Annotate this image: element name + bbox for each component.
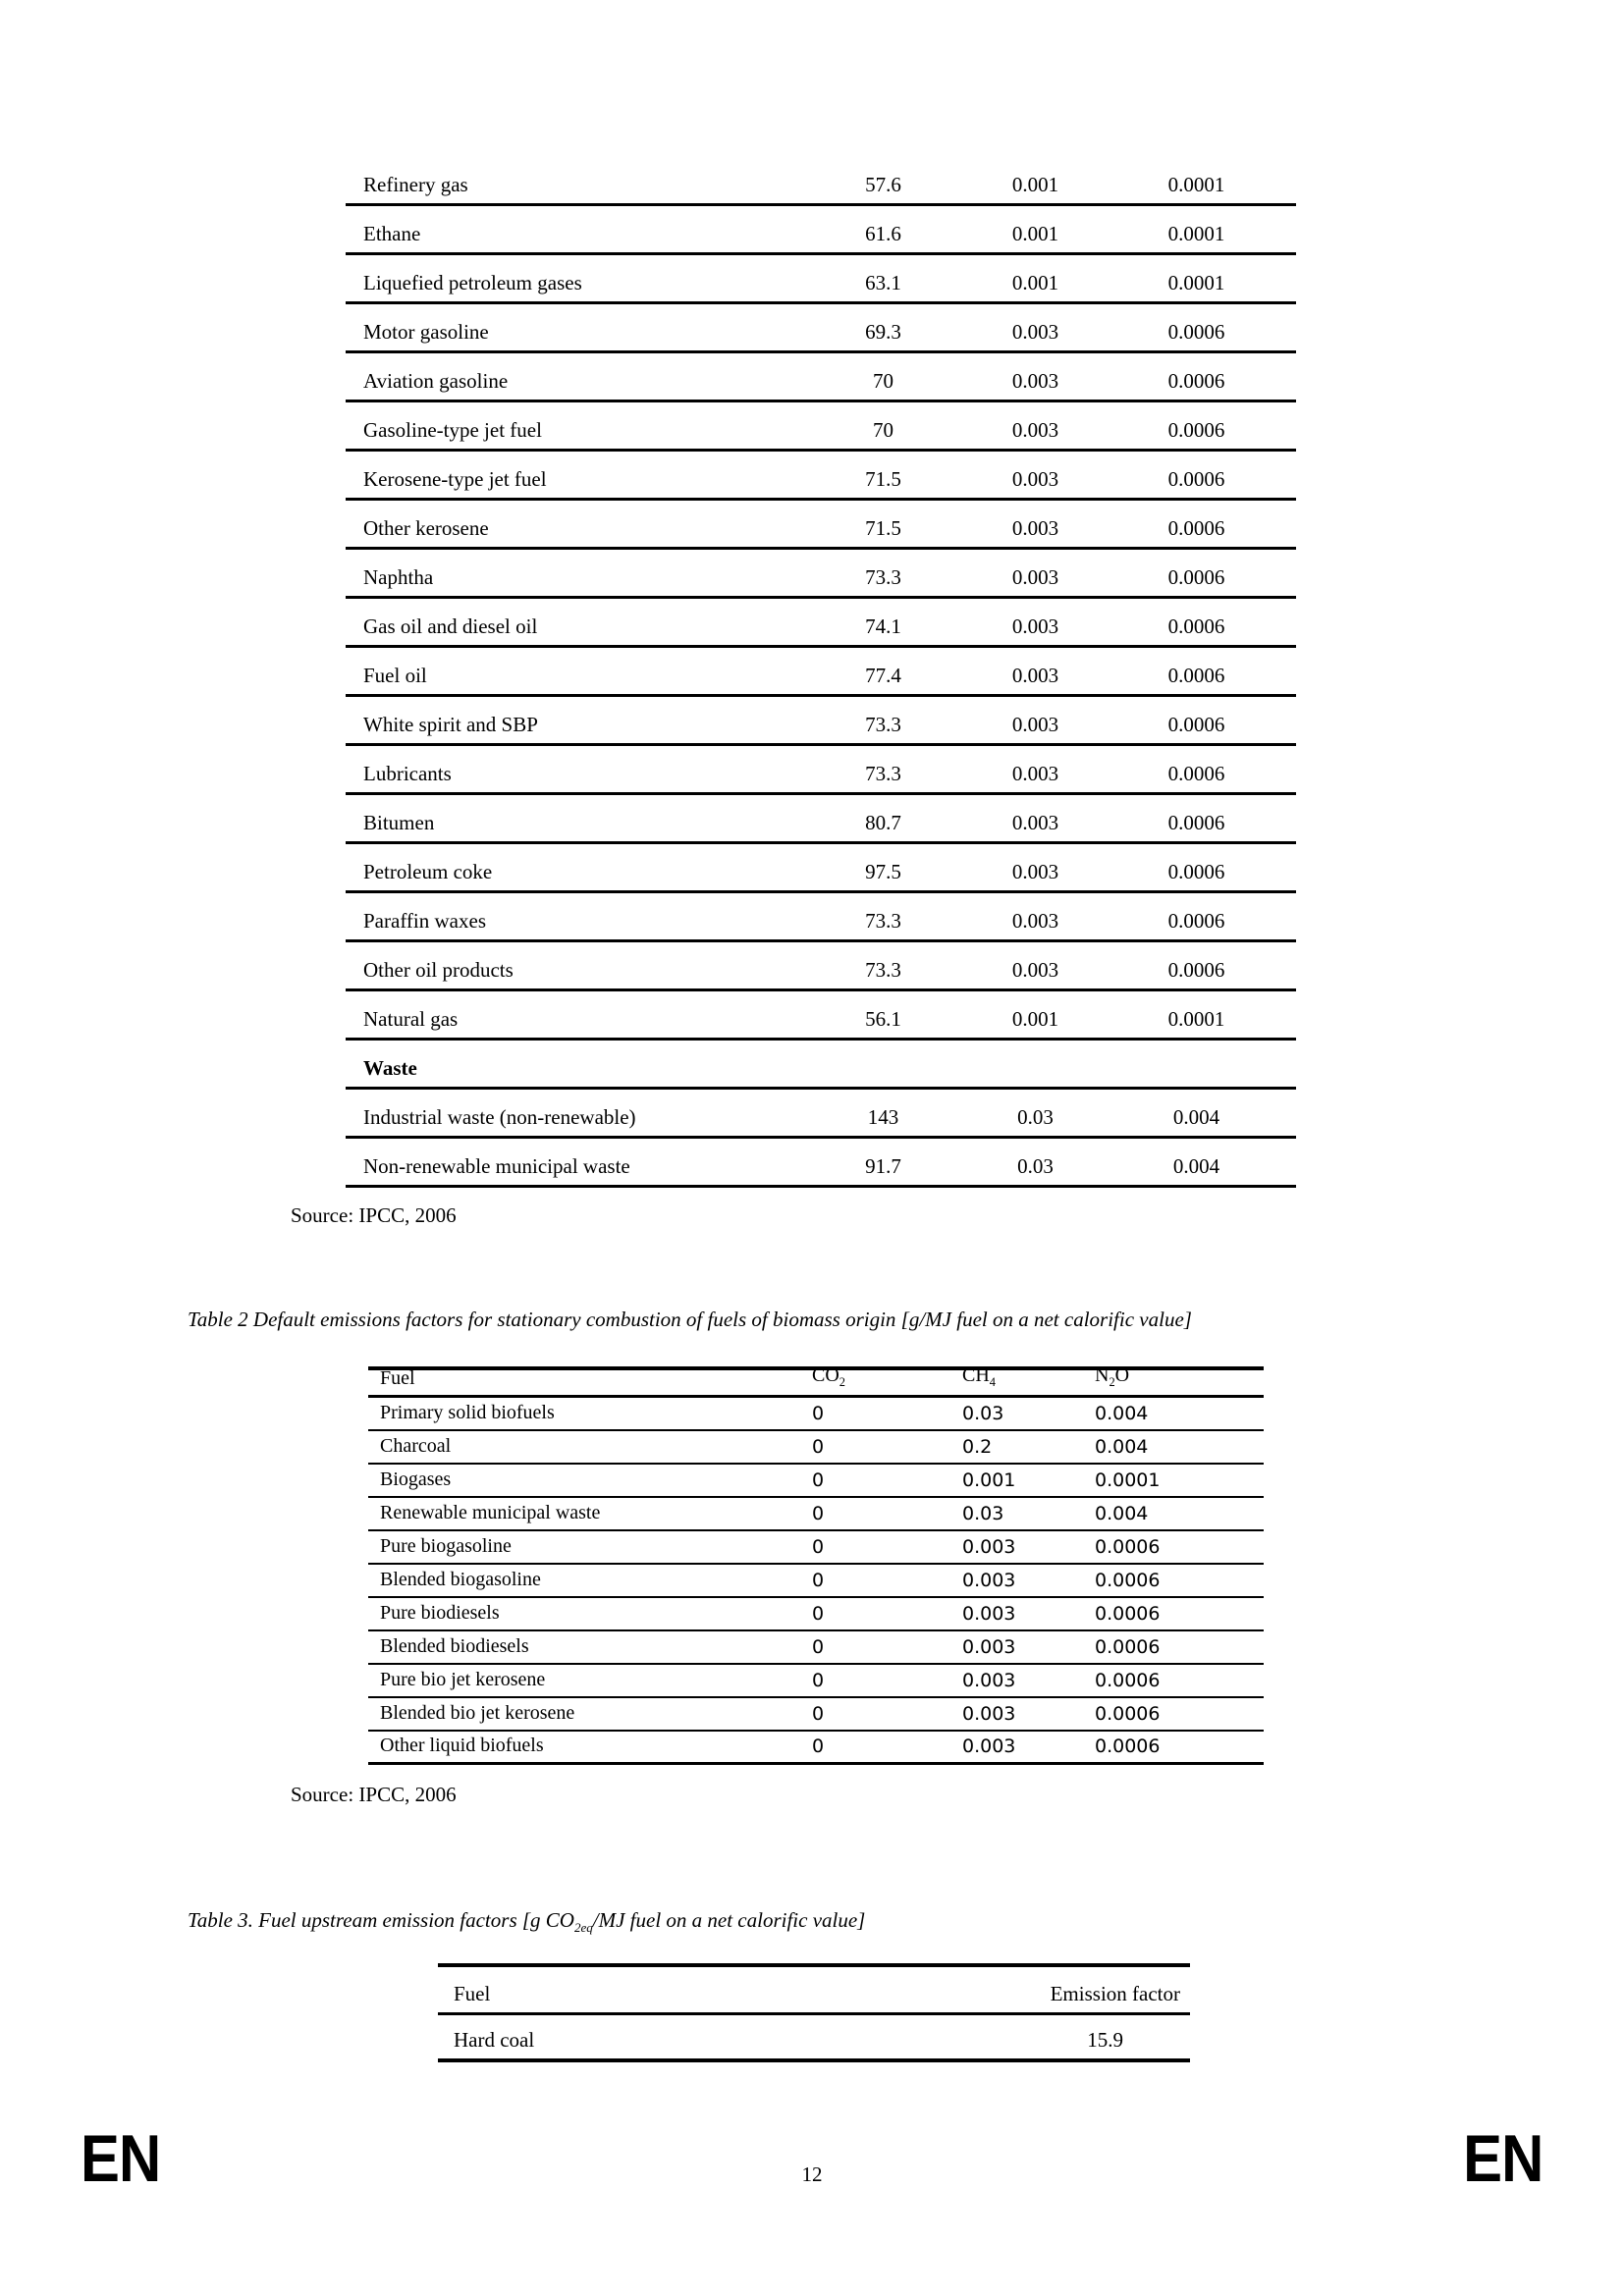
co2-cell: 0 xyxy=(812,1670,825,1691)
n2o-cell: 0.0006 xyxy=(1167,909,1225,933)
ch4-cell: 0.003 xyxy=(1011,762,1059,785)
n2o-cell: 0.0001 xyxy=(1095,1469,1161,1491)
co2-cell: 0 xyxy=(812,1735,825,1757)
language-mark-left: EN xyxy=(81,2121,161,2196)
n2o-cell: 0.0006 xyxy=(1095,1536,1161,1558)
ch4-cell: 0.03 xyxy=(1017,1154,1054,1178)
table-row xyxy=(346,353,1296,402)
ch4-cell: 0.003 xyxy=(1011,565,1059,589)
fuel-cell: Hard coal xyxy=(454,2028,535,2052)
ch4-formula-subscript: 4 xyxy=(989,1375,996,1389)
ch4-cell: 0.001 xyxy=(1011,1007,1059,1031)
fuel-cell: Lubricants xyxy=(363,762,452,785)
fuel-cell: Bitumen xyxy=(363,811,435,834)
ch4-cell: 0.03 xyxy=(962,1403,1004,1424)
table2-source-note: Source: IPCC, 2006 xyxy=(291,1783,457,1806)
language-mark-right: EN xyxy=(1462,2121,1543,2196)
table2-col-header-n2o xyxy=(1083,1364,1264,1395)
co2-cell: 73.3 xyxy=(865,565,901,589)
table-row xyxy=(368,1732,1264,1765)
ch4-cell: 0.003 xyxy=(1011,713,1059,736)
emission-factor-cell: 15.9 xyxy=(1087,2028,1123,2052)
n2o-cell: 0.0006 xyxy=(1167,614,1225,638)
table3-caption-subscript: 2eq xyxy=(573,1920,593,1936)
ch4-cell: 0.003 xyxy=(1011,614,1059,638)
table-row xyxy=(438,2015,1190,2062)
fossil-fuels-emission-table-body xyxy=(346,157,1296,1188)
table3-caption xyxy=(188,1908,865,1936)
fuel-cell: Gasoline-type jet fuel xyxy=(363,418,542,442)
upstream-emission-factors-table xyxy=(438,1963,1190,2062)
fuel-cell: White spirit and SBP xyxy=(363,713,538,736)
n2o-cell: 0.0006 xyxy=(1167,762,1225,785)
table-row xyxy=(346,206,1296,255)
co2-formula-subscript: 2 xyxy=(839,1375,845,1389)
table-row xyxy=(346,1139,1296,1188)
co2-formula-base: CO xyxy=(812,1364,839,1386)
n2o-cell: 0.0006 xyxy=(1167,713,1225,736)
table-row xyxy=(346,795,1296,844)
table2-col-header-co2 xyxy=(800,1364,950,1395)
co2-cell: 143 xyxy=(867,1105,899,1129)
ch4-cell: 0.003 xyxy=(962,1603,1016,1625)
table-row xyxy=(368,1531,1264,1565)
co2-cell: 70 xyxy=(873,418,893,442)
co2-cell: 70 xyxy=(873,369,893,393)
fossil-fuels-emission-table xyxy=(346,157,1296,1188)
fuel-cell: Pure bio jet kerosene xyxy=(380,1669,546,1690)
co2-cell: 97.5 xyxy=(865,860,901,883)
fuel-cell: Kerosene-type jet fuel xyxy=(363,467,547,491)
table2-col-header-ch4 xyxy=(950,1364,1083,1395)
table2-col-header-fuel: Fuel xyxy=(380,1367,415,1389)
upstream-emission-factors-table-body xyxy=(438,2015,1190,2062)
fuel-cell: Non-renewable municipal waste xyxy=(363,1154,630,1178)
ch4-cell: 0.001 xyxy=(1011,173,1059,196)
n2o-cell: 0.0006 xyxy=(1167,418,1225,442)
n2o-cell: 0.0006 xyxy=(1095,1603,1161,1625)
co2-cell: 0 xyxy=(812,1636,825,1658)
ch4-cell: 0.003 xyxy=(962,1636,1016,1658)
ch4-cell: 0.003 xyxy=(962,1735,1016,1757)
fuel-cell: Refinery gas xyxy=(363,173,468,196)
fuel-cell: Pure biodiesels xyxy=(380,1602,500,1624)
n2o-cell: 0.0006 xyxy=(1095,1636,1161,1658)
n2o-cell: 0.0006 xyxy=(1167,811,1225,834)
n2o-cell: 0.0006 xyxy=(1095,1703,1161,1725)
table-row xyxy=(368,1398,1264,1431)
table-row xyxy=(346,599,1296,648)
ch4-cell: 0.003 xyxy=(1011,320,1059,344)
ch4-cell: 0.001 xyxy=(1011,271,1059,294)
co2-cell: 0 xyxy=(812,1503,825,1524)
table-row xyxy=(346,746,1296,795)
ch4-cell: 0.003 xyxy=(1011,909,1059,933)
table-row xyxy=(346,402,1296,452)
n2o-cell: 0.0006 xyxy=(1167,664,1225,687)
ch4-cell: 0.003 xyxy=(1011,860,1059,883)
table2-header-row xyxy=(368,1364,1264,1398)
ch4-cell: 0.2 xyxy=(962,1436,993,1458)
fuel-cell: Other kerosene xyxy=(363,516,489,540)
n2o-cell: 0.0001 xyxy=(1167,271,1225,294)
co2-cell: 0 xyxy=(812,1403,825,1424)
table3-caption-pre: Table 3. Fuel upstream emission factors [g CO xyxy=(188,1908,574,1932)
table-row xyxy=(346,648,1296,697)
n2o-cell: 0.0006 xyxy=(1095,1670,1161,1691)
co2-cell: 0 xyxy=(812,1436,825,1458)
fuel-cell: Paraffin waxes xyxy=(363,909,486,933)
table-row xyxy=(346,452,1296,501)
ch4-cell: 0.003 xyxy=(1011,811,1059,834)
co2-cell: 73.3 xyxy=(865,909,901,933)
table-row xyxy=(368,1498,1264,1531)
fuel-cell: Industrial waste (non-renewable) xyxy=(363,1105,636,1129)
table-row xyxy=(346,893,1296,942)
table-row xyxy=(368,1565,1264,1598)
co2-cell: 73.3 xyxy=(865,958,901,982)
n2o-cell: 0.0006 xyxy=(1167,320,1225,344)
table-row xyxy=(346,157,1296,206)
fuel-cell: Charcoal xyxy=(380,1435,452,1457)
co2-cell: 0 xyxy=(812,1536,825,1558)
fuel-cell: Renewable municipal waste xyxy=(380,1502,601,1523)
fuel-cell: Primary solid biofuels xyxy=(380,1402,555,1423)
fuel-cell: Motor gasoline xyxy=(363,320,489,344)
table-section-row xyxy=(346,1041,1296,1090)
table-row xyxy=(346,942,1296,991)
ch4-cell: 0.003 xyxy=(962,1703,1016,1725)
table-row xyxy=(346,697,1296,746)
co2-cell: 0 xyxy=(812,1469,825,1491)
table-row xyxy=(368,1465,1264,1498)
ch4-cell: 0.003 xyxy=(1011,467,1059,491)
co2-cell: 69.3 xyxy=(865,320,901,344)
co2-cell: 0 xyxy=(812,1570,825,1591)
table-row xyxy=(368,1631,1264,1665)
n2o-cell: 0.004 xyxy=(1095,1503,1149,1524)
page-number: 12 xyxy=(801,2163,823,2186)
n2o-cell: 0.004 xyxy=(1172,1105,1220,1129)
n2o-formula-subscript: 2 xyxy=(1109,1375,1115,1389)
section-label: Waste xyxy=(363,1056,417,1080)
table1-source-note: Source: IPCC, 2006 xyxy=(291,1203,457,1227)
fuel-cell: Fuel oil xyxy=(363,664,427,687)
co2-cell: 74.1 xyxy=(865,614,901,638)
n2o-cell: 0.0006 xyxy=(1095,1735,1161,1757)
co2-cell: 56.1 xyxy=(865,1007,901,1031)
co2-cell: 63.1 xyxy=(865,271,901,294)
n2o-cell: 0.004 xyxy=(1095,1403,1149,1424)
table-row xyxy=(346,501,1296,550)
ch4-cell: 0.003 xyxy=(1011,664,1059,687)
table3-header-row xyxy=(438,1967,1190,2015)
n2o-cell: 0.0001 xyxy=(1167,222,1225,245)
table-row xyxy=(346,1090,1296,1139)
n2o-cell: 0.0006 xyxy=(1167,860,1225,883)
ch4-cell: 0.003 xyxy=(1011,516,1059,540)
n2o-formula-tail: O xyxy=(1114,1364,1130,1386)
fuel-cell: Naphtha xyxy=(363,565,434,589)
table-row xyxy=(346,304,1296,353)
co2-cell: 57.6 xyxy=(865,173,901,196)
ch4-cell: 0.001 xyxy=(1011,222,1059,245)
fuel-cell: Other oil products xyxy=(363,958,514,982)
ch4-cell: 0.003 xyxy=(1011,369,1059,393)
co2-cell: 0 xyxy=(812,1703,825,1725)
table-row xyxy=(368,1598,1264,1631)
table-row xyxy=(368,1431,1264,1465)
fuel-cell: Gas oil and diesel oil xyxy=(363,614,538,638)
n2o-cell: 0.0006 xyxy=(1095,1570,1161,1591)
n2o-formula-base: N xyxy=(1095,1364,1110,1386)
fuel-cell: Ethane xyxy=(363,222,421,245)
n2o-cell: 0.004 xyxy=(1095,1436,1149,1458)
fuel-cell: Blended biodiesels xyxy=(380,1635,529,1657)
biomass-emission-factors-table xyxy=(368,1366,1264,1765)
n2o-cell: 0.0006 xyxy=(1167,467,1225,491)
co2-cell: 71.5 xyxy=(865,516,901,540)
fuel-cell: Blended biogasoline xyxy=(380,1569,541,1590)
co2-cell: 73.3 xyxy=(865,762,901,785)
n2o-cell: 0.004 xyxy=(1172,1154,1220,1178)
co2-cell: 73.3 xyxy=(865,713,901,736)
fuel-cell: Aviation gasoline xyxy=(363,369,509,393)
table3-caption-post: /MJ fuel on a net calorific value] xyxy=(592,1908,866,1932)
co2-cell: 77.4 xyxy=(865,664,901,687)
co2-cell: 91.7 xyxy=(865,1154,901,1178)
ch4-cell: 0.03 xyxy=(962,1503,1004,1524)
biomass-emission-factors-table-body xyxy=(368,1398,1264,1765)
co2-cell: 0 xyxy=(812,1603,825,1625)
ch4-cell: 0.003 xyxy=(962,1536,1016,1558)
table-row xyxy=(346,550,1296,599)
ch4-cell: 0.003 xyxy=(1011,958,1059,982)
n2o-cell: 0.0001 xyxy=(1167,1007,1225,1031)
co2-cell: 80.7 xyxy=(865,811,901,834)
fuel-cell: Blended bio jet kerosene xyxy=(380,1702,575,1724)
table-row xyxy=(346,991,1296,1041)
table-row xyxy=(346,255,1296,304)
table-row xyxy=(346,844,1296,893)
ch4-formula-base: CH xyxy=(962,1364,990,1386)
fuel-cell: Pure biogasoline xyxy=(380,1535,512,1557)
table-row xyxy=(368,1698,1264,1732)
fuel-cell: Petroleum coke xyxy=(363,860,493,883)
ch4-cell: 0.03 xyxy=(1017,1105,1054,1129)
table3-col-header-fuel: Fuel xyxy=(454,1982,491,2005)
fuel-cell: Natural gas xyxy=(363,1007,459,1031)
ch4-cell: 0.003 xyxy=(962,1670,1016,1691)
n2o-cell: 0.0006 xyxy=(1167,369,1225,393)
fuel-cell: Other liquid biofuels xyxy=(380,1735,544,1756)
ch4-cell: 0.001 xyxy=(962,1469,1016,1491)
n2o-cell: 0.0006 xyxy=(1167,565,1225,589)
fuel-cell: Liquefied petroleum gases xyxy=(363,271,582,294)
table-row xyxy=(368,1665,1264,1698)
table2-caption: Table 2 Default emissions factors for stationary combustion of fuels of biomass origin [g/MJ fuel on a net calorific value] xyxy=(188,1308,1192,1331)
ch4-cell: 0.003 xyxy=(962,1570,1016,1591)
co2-cell: 71.5 xyxy=(865,467,901,491)
table3-col-header-emission-factor: Emission factor xyxy=(1050,1982,1180,2005)
n2o-cell: 0.0006 xyxy=(1167,958,1225,982)
n2o-cell: 0.0006 xyxy=(1167,516,1225,540)
co2-cell: 61.6 xyxy=(865,222,901,245)
fuel-cell: Biogases xyxy=(380,1468,452,1490)
n2o-cell: 0.0001 xyxy=(1167,173,1225,196)
ch4-cell: 0.003 xyxy=(1011,418,1059,442)
